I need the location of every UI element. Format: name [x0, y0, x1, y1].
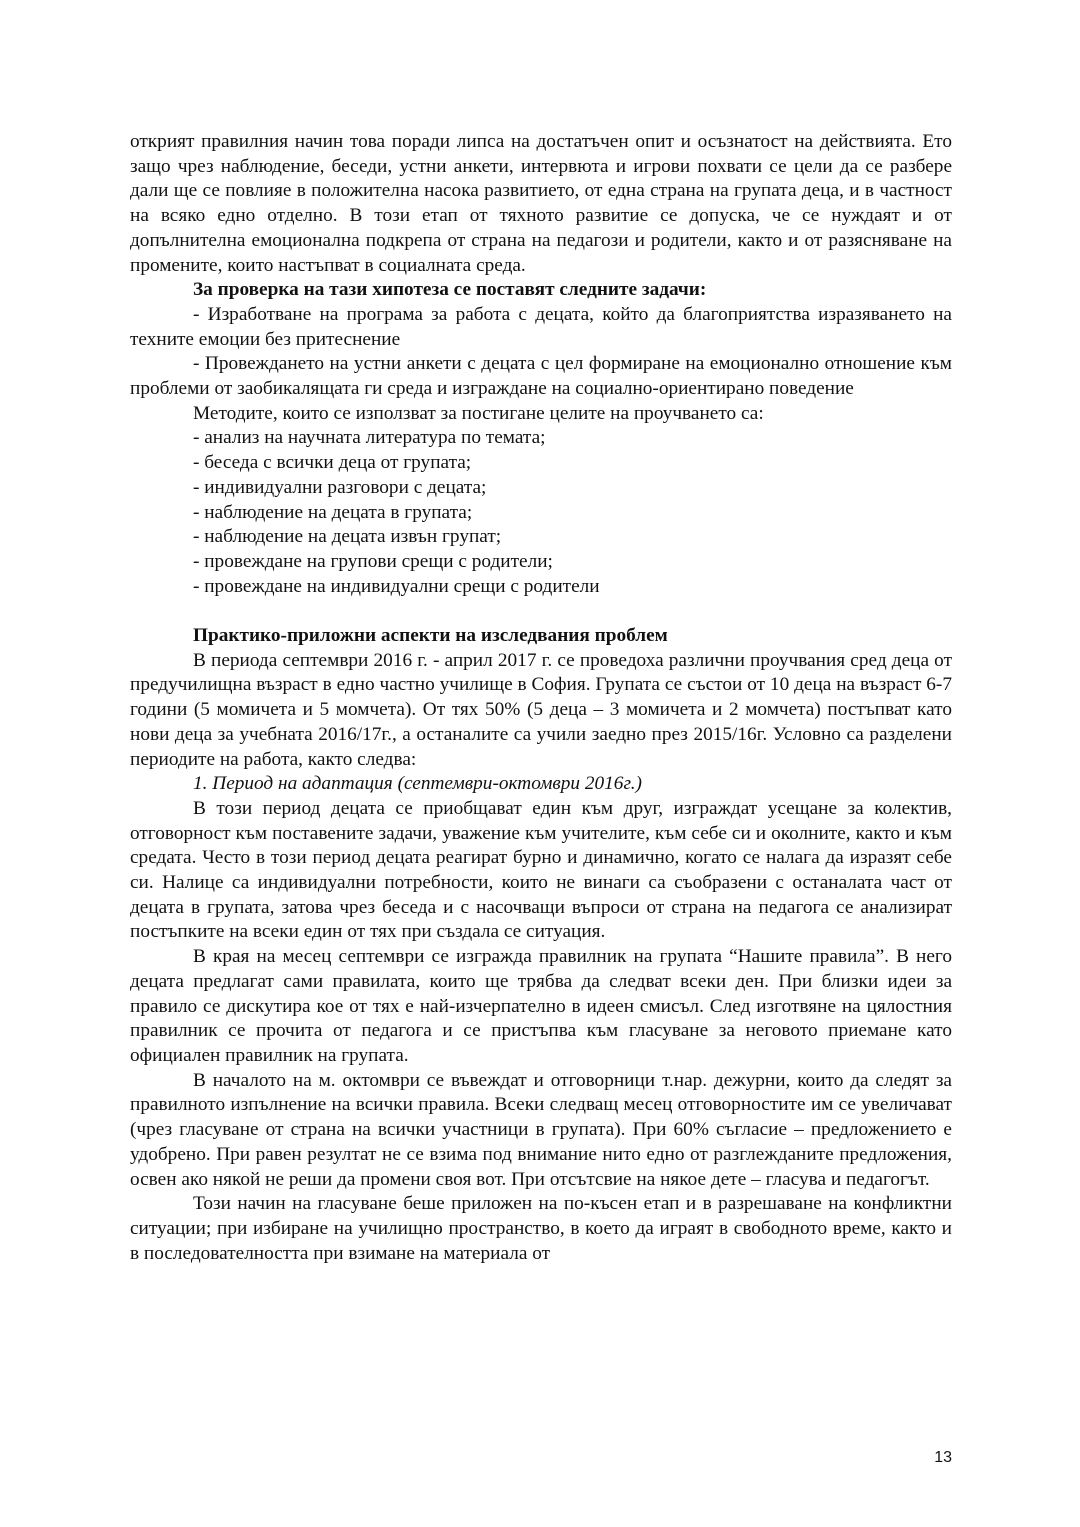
section-paragraph-2: В този период децата се приобщават един към друг, изграждат усещане за колектив, отговорност към поставените задачи, уважение към учителите, към себе си и околните, както и към средата. Често в този период децата реагират бурно и динамично, когато се налага да изразят себе си. Налице са индивидуални потребности, които не винаги са съобразени с останалата част от децата в групата, затова чрез беседа и с насочващи въпроси от страна на педагога се анализират постъпките на всеки един от тях при създала се ситуация.	[130, 797, 952, 943]
methods-list-item: - анализ на научната литература по темата;	[193, 427, 546, 449]
section-paragraph-4: В началото на м. октомври се въвеждат и отговорници т.нар. дежурни, които да следят за правилното изпълнение на всички правила. Всеки следващ месец отговорностите им се увеличават (чрез гласуване от страна на всички участници в групата). При 60% съгласие – предложението е удобрено. При равен резултат не се взима под внимание нито едно от разглежданите предложения, освен ако някой не реши да промени своя вот. При отсътсвие на някое дете – гласува и педагогът.	[130, 1069, 952, 1190]
intro-paragraph: открият правилния начин това поради липса на достатъчен опит и осъзнатост на действията. Ето защо чрез наблюдение, беседи, устни анкети, интервюта и игрови похвати се цели да се разбере дали ще се повлияе в положителна насока развитието, от една страна на групата деца, и в частност на всяко едно отделно. В този етап от тяхното развитие се допуска, че се нуждаят и от допълнителна емоционална подкрепа от страна на педагози и родители, както и от разясняване на промените, които настъпват в социалната среда.	[130, 131, 952, 276]
page-content	[130, 130, 952, 1266]
methods-intro: Методите, които се използват за постигане целите на проучването са:	[193, 402, 764, 424]
task-item-2: - Провеждането на устни анкети с децата с цел формиране на емоционално отношение към проблеми от заобикалящата ги среда и изграждане на социално-ориентирано поведение	[130, 353, 952, 400]
methods-list-item: - провеждане на индивидуални срещи с родители	[193, 575, 600, 597]
tasks-heading: За проверка на тази хипотеза се поставят следните задачи:	[193, 279, 707, 301]
methods-list-item: - беседа с всички деца от групата;	[193, 452, 472, 474]
methods-list-item: - наблюдение на децата извън групат;	[193, 526, 502, 548]
methods-list	[130, 426, 952, 599]
methods-list-item: - провеждане на групови срещи с родители;	[193, 550, 553, 572]
section-heading: Практико-приложни аспекти на изследвания проблем	[193, 625, 668, 647]
section-paragraph-1: В периода септември 2016 г. - април 2017 г. се проведоха различни проучвания сред деца от предучилищна възраст в едно частно училище в София. Групата се състои от 10 деца на възраст 6-7 години (5 момичета и 5 момчета). От тях 50% (5 деца – 3 момичета и 2 момчета) постъпват като нови деца за учебната 2016/17г., а останалите са учили заедно през 2015/16г. Условно са разделени периодите на работа, както следва:	[130, 649, 952, 770]
methods-list-item: - индивидуални разговори с децата;	[193, 476, 487, 498]
section-spacer	[130, 599, 952, 624]
page-number: 13	[934, 1449, 952, 1466]
section-paragraph-5: Този начин на гласуване беше приложен на по-късен етап и в разрешаване на конфликтни ситуации; при избиране на училищно пространство, в което да играят в свободното време, както и в последователността при взимане на материала от	[130, 1193, 952, 1264]
section-paragraph-3: В края на месец септември се изгражда правилник на групата “Нашите правила”. В него децата предлагат сами правилата, които ще трябва да следват всеки ден. При близки идеи за правило се дискутира кое от тях е най-изчерпателно в идеен смисъл. След изготвяне на цялостния правилник се прочита от педагога и се пристъпва към гласуване за неговото приемане като официален правилник на групата.	[130, 946, 952, 1066]
methods-list-item: - наблюдение на децата в групата;	[193, 501, 473, 523]
task-item-1: - Изработване на програма за работа с децата, който да благоприятства изразяването на техните емоции без притеснение	[130, 303, 952, 350]
period-heading: 1. Период на адаптация (септември-октомври 2016г.)	[193, 773, 642, 795]
